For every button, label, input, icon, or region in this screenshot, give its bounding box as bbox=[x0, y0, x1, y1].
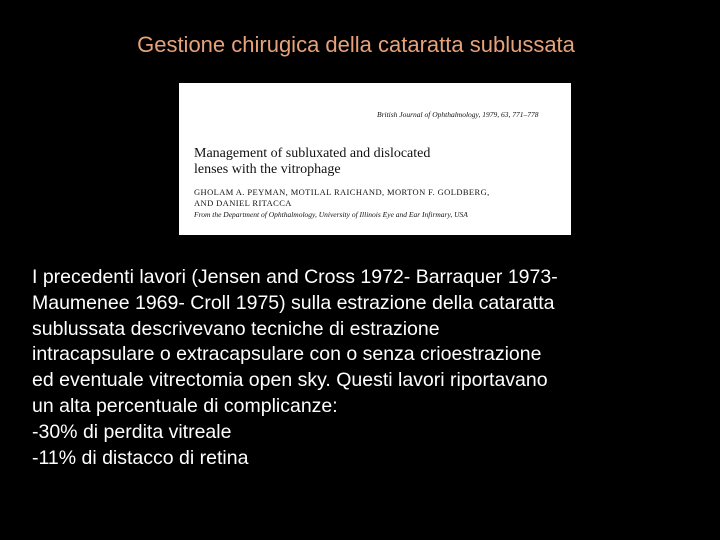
article-clipping-image bbox=[179, 83, 571, 235]
complication-item: -30% di perdita vitreale bbox=[32, 420, 232, 443]
article-title-line: lenses with the vitrophage bbox=[194, 162, 341, 177]
body-text-line: ed eventuale vitrectomia open sky. Questi lavori riportavano bbox=[32, 369, 548, 392]
slide-body-text bbox=[32, 265, 702, 471]
complication-item: -11% di distacco di retina bbox=[32, 446, 249, 469]
body-text-line: Maumenee 1969- Croll 1975) sulla estrazione della cataratta bbox=[32, 291, 555, 314]
article-title-line: Management of subluxated and dislocated bbox=[194, 146, 431, 161]
body-text-line: I precedenti lavori (Jensen and Cross 1972- Barraquer 1973- bbox=[32, 266, 558, 288]
body-text-line: un alta percentuale di complicanze: bbox=[32, 394, 338, 417]
body-text-line: sublussata descrivevano tecniche di estrazione bbox=[32, 317, 440, 340]
article-title bbox=[194, 146, 430, 178]
slide-title: Gestione chirugica della cataratta sublussata bbox=[137, 32, 575, 57]
author-line: AND DANIEL RITACCA bbox=[194, 198, 292, 208]
article-authors bbox=[194, 187, 490, 209]
article-affiliation: From the Department of Ophthalmology, University of Illinois Eye and Ear Infirmary, USA bbox=[194, 210, 468, 219]
body-text-line: intracapsulare o extracapsulare con o senza crioestrazione bbox=[32, 343, 542, 366]
author-line: GHOLAM A. PEYMAN, MOTILAL RAICHAND, MORTON F. GOLDBERG, bbox=[194, 187, 490, 197]
journal-citation: British Journal of Ophthalmology, 1979, 63, 771–778 bbox=[377, 110, 539, 119]
